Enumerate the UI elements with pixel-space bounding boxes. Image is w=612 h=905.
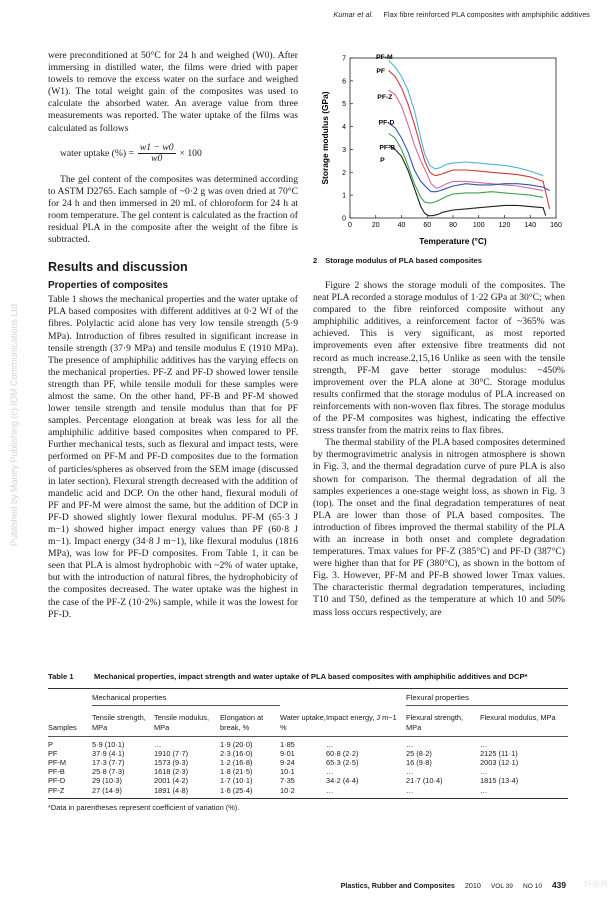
series-label-pf-m: PF-M [376,54,393,62]
table-cell: PF [48,748,58,758]
running-header-authors: Kumar et al. [333,10,374,19]
table-header-row [48,709,568,737]
table-cell: 1·8 (21·5) [220,767,253,777]
series-label-pf: PF [376,67,386,75]
subsection-heading: Properties of composites [48,280,169,292]
table-cell: 1·6 (25·4) [220,785,253,795]
watermark-text: Published by Maney Publishing (c) IOM Communications Ltd [9,303,19,547]
y-tick-label: 5 [342,101,346,109]
page-footer [341,880,566,890]
storage-modulus-figure [318,52,566,252]
x-tick-label: 20 [371,222,380,229]
table-footnote: *Data in parentheses represent coefficient of variation (%). [48,802,240,812]
y-tick-label: 3 [342,146,346,154]
equation-fraction [138,143,176,164]
y-axis-label: Storage modulus (GPa) [320,91,330,185]
table-cell: 1·2 (16·8) [220,757,253,767]
table-caption [48,672,568,682]
table-cell: 2001 (4·2) [154,776,189,786]
table-cell: 27 (14·9) [92,785,122,795]
footer-page-number: 439 [552,880,566,890]
table-cell: 29 (10·3) [92,776,122,786]
equation-rhs: × 100 [179,148,202,160]
table-row [48,786,568,795]
y-tick-label: 0 [342,215,346,223]
right-column [313,280,565,619]
table-cell: 25·8 (7·3) [92,767,125,777]
table-cell: 10·1 [280,767,295,777]
x-axis-label: Temperature (°C) [419,236,487,246]
table-cell: … [406,739,414,749]
col-header-elongation: Elongation at break, % [220,713,264,732]
paragraph-properties: Table 1 shows the mechanical properties and the water uptake of PLA based composites with different additives at 0·2 Wf of the fibres. Polylactic acid alone has very low tensile strength (5·9 MPa). Introduction of fibres resulted in significant increase in tensile strength (37·9 MPa) and tensile modulus E (1910 MPa). The presence of amphiphilic additives has the varying effects on the mechanical properties. PF-Z and PF-D showed lower tensile strength than PF, while tensile moduli for these samples were almost the same. On the other hand, PF-B and PF-M showed lower tensile strength and tensile modulus than that for PF samples. Percentage elongation at break was less for all the amphiphilic additive based composites when compared to PF. Further mechanical tests, such as flexural and impact tests, were performed on PF-M and PF-D composites due to the formation of particles/spheres as observed from the SEM image (discussed in later section). Flexural strength decreased with the addition of mandelic acid and DCP. On the other hand, flexural moduli of PF and PF-M were almost the same, but the addition of DCP in PF-D showed slightly lower flexural modulus. PF-M (65·3 J m−1) showed higher impact energy values than PF (60·8 J m−1). Impact energy (34·8 J m−1), like flexural modulus (1816 MPa), was low for PF-D composites. From Table 1, it can be seen that PLA is almost hydrophobic with ~2% of water uptake, but with the introduction of natural fibres, the hydrophobicity of the composites decreased. The water uptake was the highest in the case of the PF-Z (10·2%) sample, while it was the lowest for PF-D. [48,294,298,620]
table-cell: … [406,767,414,777]
left-column [48,50,298,621]
x-tick-label: 120 [498,222,511,229]
series-label-pf-z: PF-Z [377,94,393,102]
paragraph-thermal-stability: The thermal stability of the PLA based composites determined by thermogravimetric analysis in nitrogen atmosphere is shown in Fig. 3, and the thermal degradation curve of pure PLA is also shown for comparison. The thermal degradation of all the samples experiences a one-stage weight loss, as shown in Fig. 3 (top). The onset and the final degradation temperatures of neat PLA are lower than those of PLA based composites. The introduction of fibres improved the thermal stability of the PLA with an increase in both onset and complete degradation temperatures. Tmax values for PF-Z (385°C) and PF-D (387°C) were higher than that for PF (380°C), as shown in the bottom of Fig. 3. However, PF-M and PF-B showed lower Tmax values. The characteristic thermal degradation temperatures, including T10 and T50, defined as the temperature at which 10 and 50% mass loss occurs respectively, are [313,437,565,618]
table-cell: 1618 (2·3) [154,767,189,777]
table-bottom-rule [48,798,568,799]
y-tick-label: 1 [342,192,346,200]
col-header-flexural-modulus: Flexural modulus, MPa [480,713,556,722]
paragraph-preconditioning: were preconditioned at 50°C for 24 h and weighed (W0). After immersing in distilled water, the films were dried with paper towels to remove the excess water on the surface and weighed (W1). The total weight gain of the composites was used to calculate the absorbed water. An average value from three measurements was reported. The water uptake of the films was calculated as follows [48,50,298,134]
table-cell: 34·2 (4·4) [326,776,359,786]
group-flexural: Flexural properties [406,693,469,702]
figure-caption-number: 2 [313,256,318,265]
table-row [48,740,568,749]
y-tick-label: 7 [342,55,346,63]
table-cell: 5·9 (10·1) [92,739,125,749]
table-cell: 65·3 (2·5) [326,757,359,767]
col-header-tensile-modulus: Tensile modulus, MPa [154,713,210,732]
table-cell: 2003 (12·1) [480,757,519,767]
table-cell: … [154,739,162,749]
footer-journal: Plastics, Rubber and Composites [340,881,455,890]
table-row [48,749,568,758]
series-line-p [389,145,546,216]
group-mechanical: Mechanical properties [92,693,167,702]
table-cell: 25 (8·2) [406,748,432,758]
col-header-samples: Samples [48,722,77,732]
table-cell: 7·35 [280,776,295,786]
table-cell: 1573 (9·3) [154,757,189,767]
table-cell: … [480,785,488,795]
x-tick-label: 100 [472,222,485,229]
footer-issue: NO 10 [522,883,543,890]
table-cell: PF-Z [48,785,65,795]
table-cell: PF-D [48,776,66,786]
table-cell: 1·7 (10·1) [220,776,253,786]
y-tick-label: 2 [342,169,346,177]
table-cell: 1910 (7·7) [154,748,189,758]
table-caption-text: Mechanical properties, impact strength and water uptake of PLA based composites with amphiphilic additives and DCP* [94,672,528,681]
table-cell: … [326,767,334,777]
equation-denominator: w0 [151,153,163,165]
table-number: Table 1 [48,672,74,681]
table-cell: 37·9 (4·1) [92,748,125,758]
col-header-water-uptake: Water uptake, % [280,713,326,732]
y-tick-label: 6 [342,78,346,86]
table-cell: 2125 (11·1) [480,748,518,758]
side-watermark [4,240,18,620]
table-cell: … [406,785,414,795]
x-tick-label: 140 [524,222,537,229]
table-cell: 17·3 (7·7) [92,757,125,767]
table-cell: PF-B [48,767,65,777]
col-header-flexural-strength: Flexural strength, MPa [406,713,464,732]
table-cell: 1815 (13·4) [480,776,519,786]
y-tick-label: 4 [342,124,346,132]
x-tick-label: 0 [348,222,352,229]
x-tick-label: 160 [550,222,562,229]
table-cell: … [326,785,334,795]
water-uptake-equation [60,143,298,165]
x-tick-label: 80 [449,222,457,229]
properties-table [48,689,568,795]
table-cell: 1·9 (20·0) [220,739,253,749]
section-heading: Results and discussion [48,260,188,275]
series-label-p: P [380,157,385,164]
equation-lhs: water uptake (%) = [60,148,134,160]
table-cell: 21·7 (10·4) [406,776,443,786]
table-cell: 2·3 (16·0) [220,748,253,758]
table-cell: 9·01 [280,748,295,758]
paragraph-gel-content: The gel content of the composites was determined according to ASTM D2765. Each sample of ~0·2 g was oven dried at 70°C for 24 h and then immersed in 20 mL of chloroform for 24 h at room temperature. The gel content is calculated as the fraction of residual PLA in the composite after the weight of the fibre is subtracted. [48,173,298,246]
footer-year: 2010 [464,881,481,890]
running-header-title: Flax fibre reinforced PLA composites with amphiphilic additives [383,10,590,19]
x-tick-label: 60 [423,222,432,229]
table-group-row [48,689,568,705]
table-cell: 60·8 (2·2) [326,748,359,758]
table-cell: 16 (9·8) [406,757,432,767]
corner-watermark: 纤维网 [584,880,608,889]
table-cell: P [48,739,53,749]
col-header-tensile-strength: Tensile strength, MPa [92,713,146,732]
table-row [48,758,568,767]
table-cell: 1·85 [280,739,295,749]
series-label-pf-d: PF-D [378,119,395,127]
table-row [48,776,568,785]
table-1 [48,672,568,812]
x-tick-label: 40 [397,222,406,229]
table-cell: … [326,739,334,749]
figure-caption [313,256,565,265]
footer-volume: VOL 39 [490,883,513,890]
paragraph-storage-modulus: Figure 2 shows the storage moduli of the composites. The neat PLA recorded a storage modulus of 1·22 GPa at 30°C; when compared to the fibre reinforced composite without any amphiphilic additives, a reinforcement factor of ~365% was achieved. This is very significant, as most reported improvements even after extensive fibre treatments did not record as much increase.2,15,16 Unlike as seen with the tensile strength, PF-M gave better storage modulus: ~450% improvement over the PLA alone at 30°C. Storage modulus results confirmed that the storage modulus of PLA increased on reinforcements with non-woven flax fibres. The storage modulus of the PF-M composites was highest, indicating the effective stress transfer from the matrix reins to flax fibres. [313,280,565,437]
table-row [48,767,568,776]
table-cell: 10·2 [280,785,295,795]
series-label-pf-b: PF-B [379,144,396,152]
series-line-pf-m [389,60,543,175]
table-cell: PF-M [48,757,67,767]
table-cell: … [480,739,488,749]
col-header-impact-energy: Impact energy, J m−1 [326,713,397,722]
figure-caption-text: Storage modulus of PLA based composites [325,256,482,265]
table-cell: 1891 (4·8) [154,785,189,795]
storage-modulus-chart [318,52,566,252]
table-cell: 9·24 [280,757,295,767]
table-cell: … [480,767,488,777]
running-header [333,10,590,19]
equation-numerator: w1 − w0 [139,142,174,154]
